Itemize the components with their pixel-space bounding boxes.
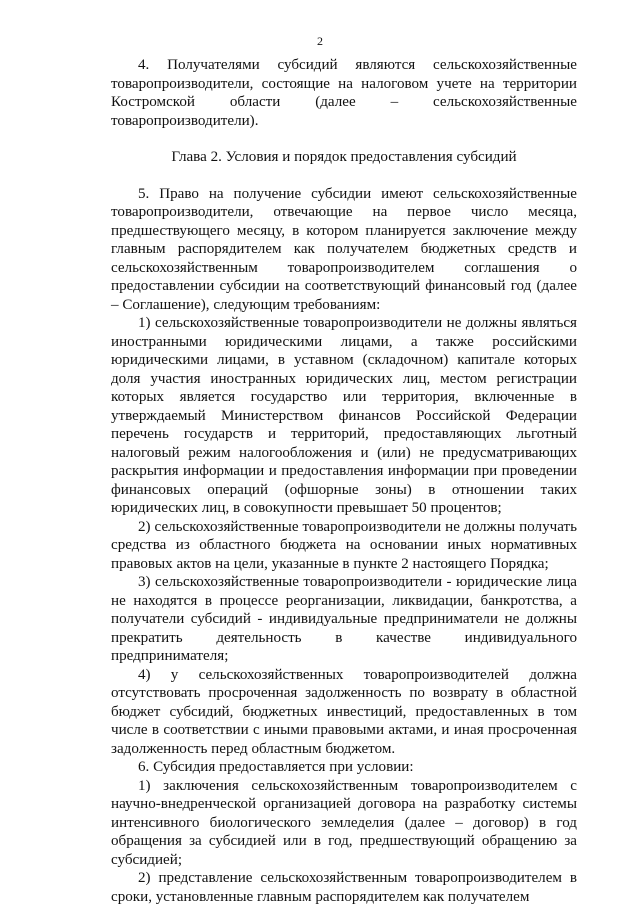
paragraph-4: 4. Получателями субсидий являются сельскохозяйственные товаропроизводители, состоящие на налоговом учете на территории Костромской области (далее – сельскохозяйственные товаропроизводители).: [111, 57, 577, 129]
condition-1: 1) заключения сельскохозяйственным товаропроизводителем с научно-внедренческой организацией договора на разработку системы интенсивного биологического земледелия (далее – договор) в год обращения за субсидией или в год, предшествующий обращению за субсидией;: [111, 777, 577, 868]
page-number: 2: [317, 34, 323, 48]
paragraph-6: 6. Субсидия предоставляется при условии:: [138, 759, 414, 775]
requirement-2: 2) сельскохозяйственные товаропроизводители не должны получать средства из областного бюджета на основании иных нормативных правовых актов на цели, указанные в пункте 2 настоящего Порядка;: [111, 518, 577, 572]
requirement-4: 4) у сельскохозяйственных товаропроизводителей должна отсутствовать просроченная задолженность по возврату в областной бюджет субсидий, бюджетных инвестиций, предоставленных в том числе в соответствии с иными правовыми актами, и иная просроченная задолженность перед областным бюджетом.: [111, 666, 577, 757]
condition-2: 2) представление сельскохозяйственным товаропроизводителем в сроки, установленные главным распорядителем как получателем: [111, 870, 577, 905]
requirement-1: 1) сельскохозяйственные товаропроизводители не должны являться иностранными юридическими лицами, а также российскими юридическими лицами, в уставном (складочном) капитале которых доля участия иностранных юридических лиц, местом регистрации которых является государство или территория, включенные в утверждаемый Министерством финансов Российской Федерации перечень государств и территорий, предоставляющих льготный налоговый режим налогообложения и (или) не предусматривающих раскрытия информации и предоставления информации при проведении финансовых операций (офшорные зоны) в отношении таких юридических лиц, в совокупности превышает 50 процентов;: [111, 315, 577, 516]
document-body: [111, 56, 577, 906]
chapter-2-title: Глава 2. Условия и порядок предоставления субсидий: [171, 149, 517, 165]
requirement-3: 3) сельскохозяйственные товаропроизводители - юридические лица не находятся в процессе реорганизации, ликвидации, банкротства, а получатели субсидий - индивидуальные предприниматели не должны прекратить деятельность в качестве индивидуального предпринимателя;: [111, 574, 577, 664]
paragraph-5: 5. Право на получение субсидии имеют сельскохозяйственные товаропроизводители, отвечающие на первое число месяца, предшествующего месяцу, в котором планируется заключение между главным распорядителем как получателем бюджетных средств и сельскохозяйственным товаропроизводителем соглашения о предоставлении субсидии на соответствующий финансовый год (далее – Соглашение), следующим требованиям:: [111, 185, 577, 313]
